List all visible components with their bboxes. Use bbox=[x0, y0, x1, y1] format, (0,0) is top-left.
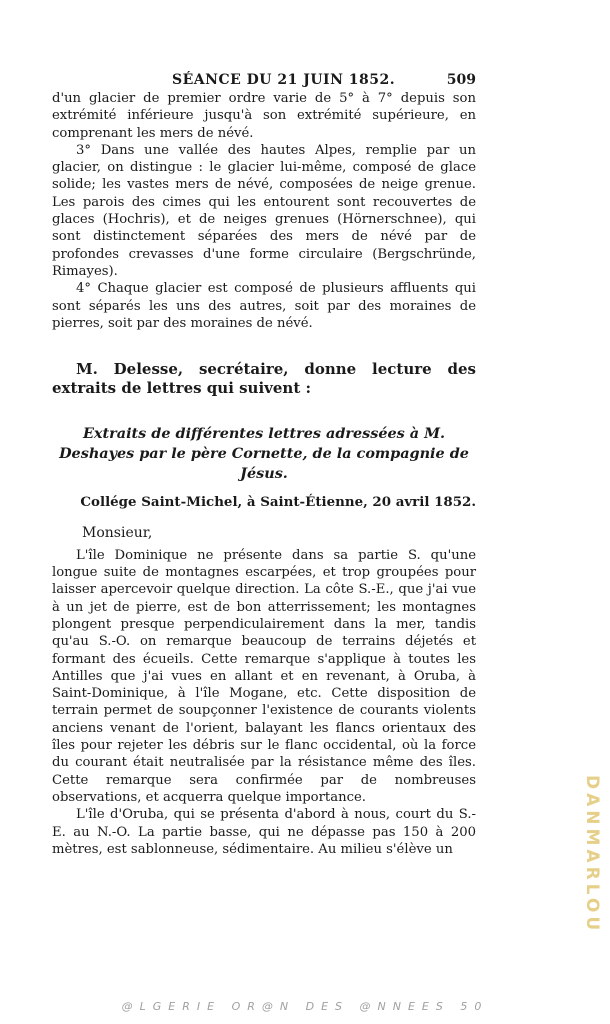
watermark: DANMARLOU bbox=[582, 775, 602, 935]
session-title: SÉANCE DU 21 JUIN 1852. bbox=[172, 72, 396, 88]
letter-body-paragraph-2: L'île d'Oruba, qui se présenta d'abord à nous, court du S.-E. au N.-O. La partie basse, qui ne dépasse pas 150 à 200 mètres, est sablonneuse, sédimentaire. Au milieu s'élève un bbox=[52, 807, 476, 857]
paragraph-point-3: 3° Dans une vallée des hautes Alpes, remplie par un glacier, on distingue : le glacier lui-même, composé de glace solide; les vastes mers de névé, composées de neige grenue. Les parois des cimes qui les entourent sont recouvertes de glaces (Hochris), et de neiges grenues (Hörnerschnee), qui sont distinctement séparées des mers de névé par de profondes crevasses d'une forme circulaire (Bergschründe, Rimayes). bbox=[52, 142, 476, 279]
letter-salutation: Monsieur, bbox=[82, 525, 153, 542]
letter-body-paragraph-1: L'île Dominique ne présente dans sa partie S. qu'une longue suite de montagnes escarpées, et trop groupées pour laisser apercevoir quelque direction. La côte S.-E., que j'ai vue à un jet de pierre, est de bon atterrissement; les montagnes plongent presque perpendiculairement dans la mer, tandis qu'au S.-O. on remarque beaucoup de terrains déjetés et formant des écueils. Cette remarque s'applique à toutes les Antilles que j'ai vues en allant et en revenant, à Oruba, à Saint-Dominique, à l'île Mogane, etc. Cette disposition de terrain permet de soupçonner l'existence de courants violents anciens venant de l'orient, balayant les flancs orientaux des îles pour rejeter les débris sur le flanc occidental, où la force du courant était neutralisée par la résistance même des îles. Cette remarque sera confirmée par de nombreuses observations, et acquerra quelque importance. bbox=[52, 547, 476, 805]
section-announcement: M. Delesse, secrétaire, donne lecture des extraits de lettres qui suivent : bbox=[52, 360, 476, 398]
page-number: 509 bbox=[446, 72, 476, 88]
running-head bbox=[52, 72, 476, 88]
letters-title: Extraits de différentes lettres adressées à M. Deshayes par le père Cornette, de la compagnie de Jésus. bbox=[59, 425, 469, 483]
footer-credit: @LGERIE OR@N DES @NNEES 50 bbox=[121, 1000, 489, 1013]
letter-dateline: Collége Saint-Michel, à Saint-Étienne, 20 avril 1852. bbox=[80, 494, 476, 511]
paragraph-continuation: d'un glacier de premier ordre varie de 5° à 7° depuis son extrémité inférieure jusqu'à son extrémité supérieure, en comprenant les mers de névé. bbox=[52, 91, 476, 141]
document-page bbox=[52, 72, 476, 858]
paragraph-point-4: 4° Chaque glacier est composé de plusieurs affluents qui sont séparés les uns des autres, soit par des moraines de pierres, soit par des moraines de névé. bbox=[52, 281, 476, 331]
